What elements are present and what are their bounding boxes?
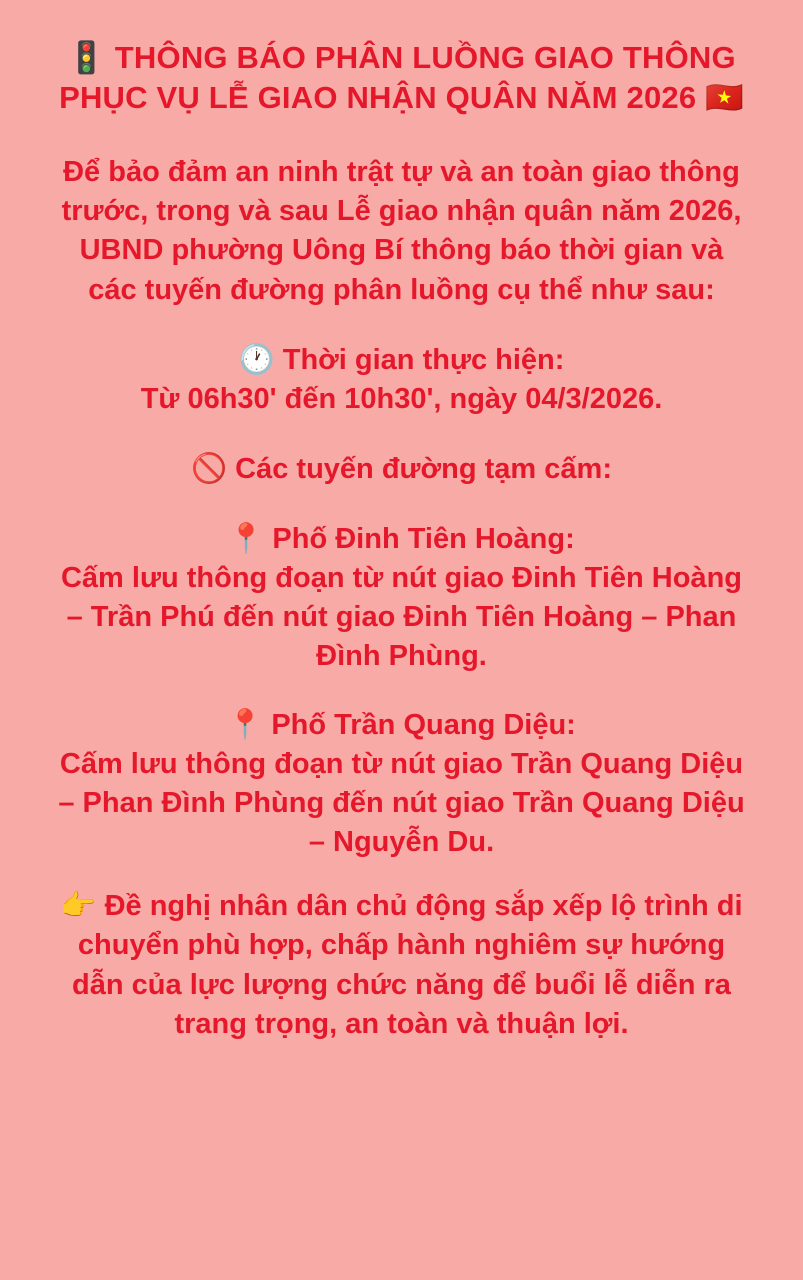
intro-paragraph: Để bảo đảm an ninh trật tự và an toàn giao thông trước, trong và sau Lễ giao nhận quân năm 2026, UBND phường Uông Bí thông báo thời gian và các tuyến đường phân luồng cụ thể như sau:	[61, 155, 742, 306]
street-tran-quang-dieu-heading-text: Phố Trần Quang Diệu:	[271, 709, 576, 742]
page-title	[52, 38, 751, 119]
page-title-text: THÔNG BÁO PHÂN LUỒNG GIAO THÔNG PHỤC VỤ LỄ GIAO NHẬN QUÂN NĂM 2026	[59, 40, 736, 116]
no-entry-icon: 🚫	[191, 451, 228, 486]
map-pin-icon: 📍	[228, 520, 265, 555]
pointing-right-icon: 👉	[60, 887, 97, 922]
street-tran-quang-dieu-heading	[227, 705, 576, 745]
street-dinh-tien-hoang-heading	[228, 519, 575, 559]
map-pin-icon: 📍	[227, 707, 264, 742]
section-time-body: Từ 06h30' đến 10h30', ngày 04/3/2026.	[140, 383, 663, 416]
footer-note-text: Đề nghị nhân dân chủ động sắp xếp lộ trình di chuyển phù hợp, chấp hành nghiêm sự hướng dẫn của lực lượng chức năng để buổi lễ diễn ra trang trọng, an toàn và thuận lợi.	[72, 889, 743, 1041]
street-dinh-tien-hoang-body: Cấm lưu thông đoạn từ nút giao Đinh Tiên Hoàng – Trần Phú đến nút giao Đinh Tiên Hoàng – Phan Đình Phùng.	[60, 561, 743, 672]
section-closed-roads-heading	[191, 449, 612, 489]
vietnam-flag-icon: 🇻🇳	[705, 80, 744, 117]
traffic-light-icon: 🚦	[67, 40, 106, 76]
footer-note	[52, 886, 751, 1045]
section-time-heading-text: Thời gian thực hiện:	[282, 344, 565, 377]
section-time-heading	[239, 340, 565, 380]
section-closed-roads-heading-text: Các tuyến đường tạm cấm:	[235, 453, 612, 486]
clock-icon: 🕐	[238, 342, 275, 377]
street-dinh-tien-hoang-heading-text: Phố Đinh Tiên Hoàng:	[272, 522, 575, 555]
street-tran-quang-dieu-body: Cấm lưu thông đoạn từ nút giao Trần Quang Diệu – Phan Đình Phùng đến nút giao Trần Quang Diệu – Nguyễn Du.	[58, 748, 745, 858]
